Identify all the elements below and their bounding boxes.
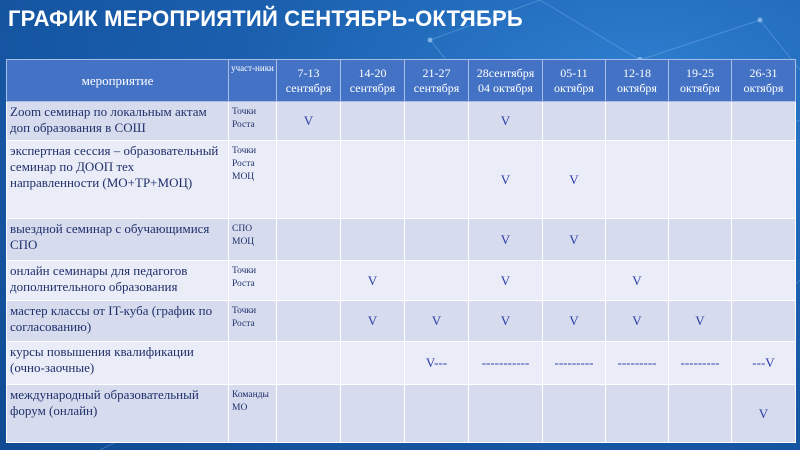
mark-cell: ---V bbox=[732, 342, 796, 385]
mark-cell: --------- bbox=[669, 342, 732, 385]
header-row bbox=[7, 60, 796, 102]
mark-cell bbox=[405, 102, 469, 141]
mark-cell bbox=[405, 219, 469, 261]
mark-cell bbox=[669, 219, 732, 261]
mark-cell: V--- bbox=[405, 342, 469, 385]
mark-cell bbox=[277, 342, 341, 385]
mark-cell: --------- bbox=[543, 342, 606, 385]
event-cell: Zoom семинар по локальным актам доп образования в СОШ bbox=[7, 102, 229, 141]
event-cell: онлайн семинары для педагогов дополнительного образования bbox=[7, 261, 229, 301]
mark-cell bbox=[341, 141, 405, 219]
mark-cell: V bbox=[469, 219, 543, 261]
mark-cell: V bbox=[277, 102, 341, 141]
mark-cell: V bbox=[341, 261, 405, 301]
mark-cell: V bbox=[341, 301, 405, 342]
mark-cell bbox=[341, 385, 405, 443]
mark-cell bbox=[341, 102, 405, 141]
header-week: 19-25 октября bbox=[669, 60, 732, 102]
table-row bbox=[7, 385, 796, 443]
mark-cell bbox=[732, 219, 796, 261]
mark-cell: V bbox=[543, 141, 606, 219]
mark-cell bbox=[606, 141, 669, 219]
mark-cell bbox=[732, 102, 796, 141]
header-week: 12-18 октября bbox=[606, 60, 669, 102]
mark-cell bbox=[277, 261, 341, 301]
header-event: мероприятие bbox=[7, 60, 229, 102]
header-week: 05-11 октября bbox=[543, 60, 606, 102]
participants-cell: СПО МОЦ bbox=[229, 219, 277, 261]
table-row bbox=[7, 342, 796, 385]
mark-cell: V bbox=[405, 301, 469, 342]
table-row bbox=[7, 102, 796, 141]
header-week: 7-13 сентября bbox=[277, 60, 341, 102]
table-row bbox=[7, 261, 796, 301]
event-cell: курсы повышения квалификации (очно-заочные) bbox=[7, 342, 229, 385]
mark-cell: V bbox=[469, 261, 543, 301]
participants-cell: Команды МО bbox=[229, 385, 277, 443]
page-title: ГРАФИК МЕРОПРИЯТИЙ СЕНТЯБРЬ-ОКТЯБРЬ bbox=[8, 6, 523, 31]
mark-cell bbox=[732, 141, 796, 219]
header-week: 26-31 октября bbox=[732, 60, 796, 102]
mark-cell bbox=[543, 385, 606, 443]
header-week: 28сентября 04 октября bbox=[469, 60, 543, 102]
mark-cell: V bbox=[469, 141, 543, 219]
mark-cell: V bbox=[606, 261, 669, 301]
participants-cell: Точки Роста МОЦ bbox=[229, 141, 277, 219]
mark-cell: V bbox=[469, 102, 543, 141]
event-cell: выездной семинар с обучающимися СПО bbox=[7, 219, 229, 261]
mark-cell bbox=[405, 261, 469, 301]
participants-cell: Точки Роста bbox=[229, 261, 277, 301]
mark-cell bbox=[732, 301, 796, 342]
mark-cell bbox=[669, 261, 732, 301]
event-cell: международный образовательный форум (онлайн) bbox=[7, 385, 229, 443]
mark-cell bbox=[277, 141, 341, 219]
mark-cell bbox=[606, 385, 669, 443]
mark-cell bbox=[341, 219, 405, 261]
mark-cell: ----------- bbox=[469, 342, 543, 385]
mark-cell bbox=[341, 342, 405, 385]
table-row bbox=[7, 219, 796, 261]
mark-cell bbox=[669, 102, 732, 141]
participants-cell bbox=[229, 342, 277, 385]
mark-cell bbox=[543, 261, 606, 301]
mark-cell: V bbox=[543, 219, 606, 261]
header-participants: участ-ники bbox=[229, 60, 277, 102]
table-row bbox=[7, 301, 796, 342]
mark-cell bbox=[543, 102, 606, 141]
mark-cell: --------- bbox=[606, 342, 669, 385]
header-week: 21-27 сентября bbox=[405, 60, 469, 102]
event-cell: экспертная сессия – образовательный семинар по ДООП тех направленности (МО+ТР+МОЦ) bbox=[7, 141, 229, 219]
header-week: 14-20 сентября bbox=[341, 60, 405, 102]
mark-cell bbox=[606, 102, 669, 141]
schedule-table bbox=[6, 59, 796, 443]
mark-cell bbox=[277, 301, 341, 342]
table-row bbox=[7, 141, 796, 219]
mark-cell bbox=[277, 385, 341, 443]
mark-cell: V bbox=[732, 385, 796, 443]
mark-cell bbox=[405, 385, 469, 443]
mark-cell bbox=[469, 385, 543, 443]
mark-cell bbox=[669, 385, 732, 443]
mark-cell: V bbox=[606, 301, 669, 342]
mark-cell bbox=[669, 141, 732, 219]
mark-cell: V bbox=[669, 301, 732, 342]
mark-cell: V bbox=[543, 301, 606, 342]
mark-cell bbox=[732, 261, 796, 301]
event-cell: мастер классы от IT-куба (график по согласованию) bbox=[7, 301, 229, 342]
mark-cell bbox=[277, 219, 341, 261]
mark-cell: V bbox=[469, 301, 543, 342]
participants-cell: Точки Роста bbox=[229, 301, 277, 342]
mark-cell bbox=[405, 141, 469, 219]
participants-cell: Точки Роста bbox=[229, 102, 277, 141]
mark-cell bbox=[606, 219, 669, 261]
